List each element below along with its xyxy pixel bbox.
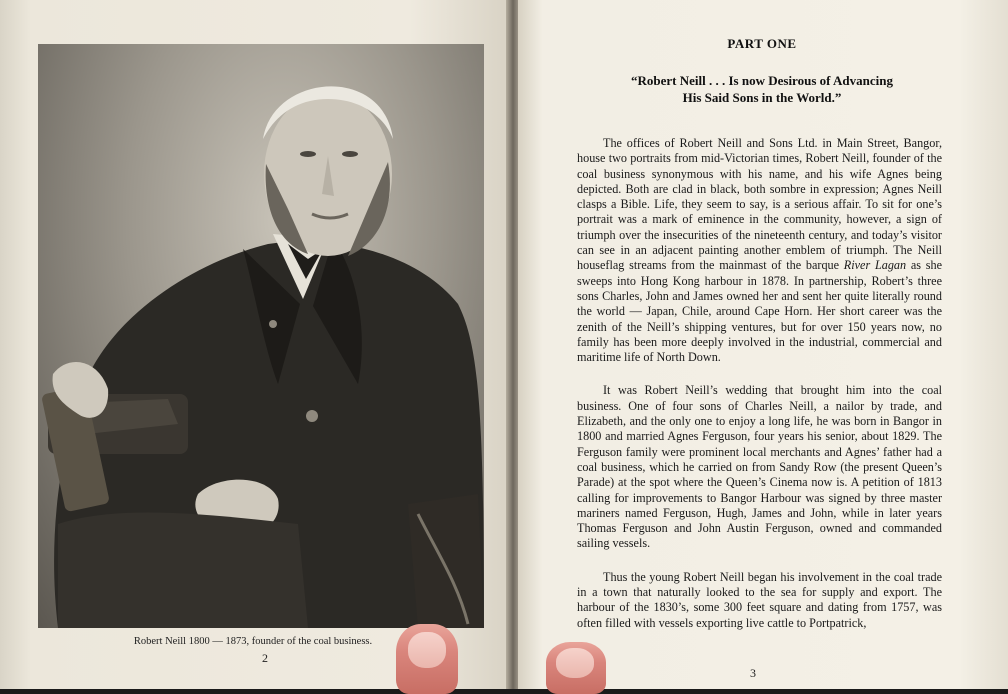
portrait-illustration <box>38 44 484 628</box>
body-text <box>577 136 942 649</box>
photo-caption: Robert Neill 1800 — 1873, founder of the coal business. <box>133 636 373 647</box>
quote-title-line-2: His Said Sons in the World.” <box>682 90 842 105</box>
right-thumbnail-nail <box>556 648 594 678</box>
portrait-photo <box>38 44 484 628</box>
left-thumb <box>396 624 458 694</box>
ship-name: River Lagan <box>843 258 907 273</box>
paragraph-2: It was Robert Neill’s wedding that brought him into the coal business. One of four sons of Charles Neill, a nailor by trade, and Elizabeth, and the only one to enjoy a long life, he was born in Bangor in 1800 and married Agnes Ferguson, four years his senior, about 1829. The Ferguson family were prominent local merchants and Agnes’ father had a coal business, which he carried on from Sandy Row (the present Queen’s Parade) at the spot where the Queen’s Cinema now is. A petition of 1813 calling for improvements to Bangor Harbour was signed by three master mariners named Ferguson, Hugh, James and John, while in later years Thomas Ferguson and John Austin Ferguson, owned and commanded sailing vessels. <box>577 383 942 551</box>
page-number-left: 2 <box>262 651 268 665</box>
paragraph-1-text-b: as she sweeps into Hong Kong harbour in 1878. In partnership, Robert’s three sons Charles, John and James owned her and sent her quite literally round the world — Japan, Chile, around Cape Horn. Her short career was the zenith of the Neill’s shipping ventures, but for over 150 years now, no family has been more deeply involved in the industrial, commercial and maritime life of North Down. <box>577 258 943 365</box>
paragraph-1 <box>577 136 942 365</box>
page-number-right: 3 <box>750 666 756 680</box>
chapter-quote-title <box>540 72 984 106</box>
quote-title-line-1: “Robert Neill . . . Is now Desirous of Advancing <box>631 73 893 88</box>
paragraph-3: Thus the young Robert Neill began his involvement in the coal trade in a town that naturally looked to the sea for supply and export. The harbour of the 1830’s, some 300 feet square and dating from 1757, was often filled with vessels exporting live cattle to Portpatrick, <box>577 569 942 630</box>
paragraph-1-text-a: The offices of Robert Neill and Sons Ltd. in Main Street, Bangor, house two portraits from mid-Victorian times, Robert Neill, founder of the coal business synonymous with his name, and his wife Agnes being depicted. Both are clad in black, both sombre in expression; Agnes Neill clasps a Bible. Life, they seem to say, is a serious affair. To sit for one’s portrait was a mark of eminence in the community, however, a sign of triumph over the insecurities of the nineteenth century, and today’s visitor can see in an adjacent painting another emblem of triumph. The Neill houseflag streams from the mainmast of the barque <box>577 136 942 273</box>
right-thumb <box>546 642 606 694</box>
part-title: PART ONE <box>727 36 797 51</box>
left-thumbnail-nail <box>408 632 446 668</box>
